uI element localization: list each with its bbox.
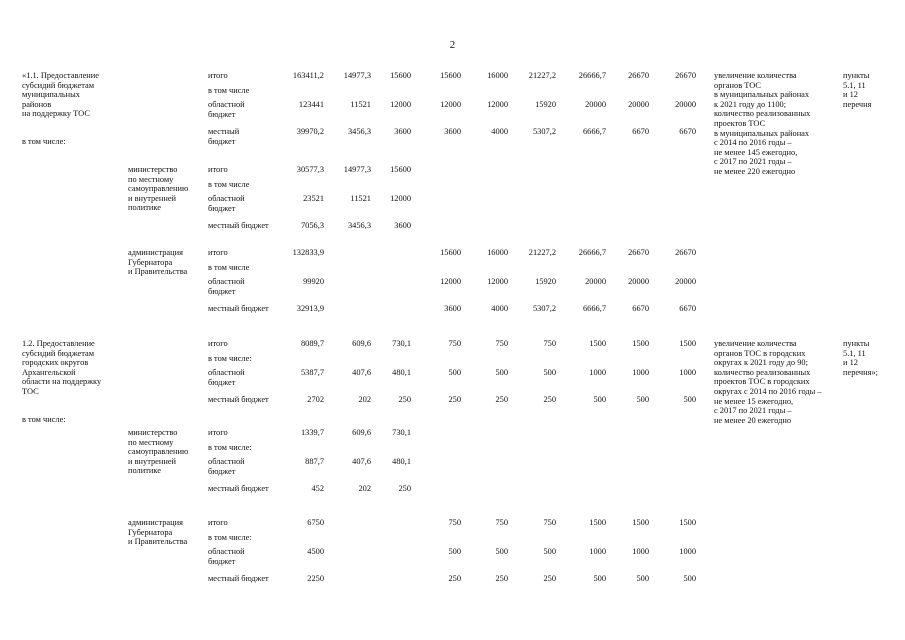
amount-cell: 4000 [491, 304, 508, 313]
amount-cell: 4000 [491, 127, 508, 136]
amount-cell: 500 [636, 395, 649, 404]
list-reference: и 12 [843, 358, 858, 368]
amount-cell: 16000 [487, 248, 508, 257]
amount-cell: 26670 [675, 71, 696, 80]
target-indicator: увеличение количества [714, 71, 797, 80]
amount-cell: 500 [683, 395, 696, 404]
target-indicator: с 2017 по 2021 годы – [714, 406, 792, 416]
amount-cell: 1500 [679, 339, 696, 348]
amount-cell: 1339,7 [300, 428, 324, 437]
amount-cell: 6750 [307, 518, 324, 527]
target-indicator: к 2021 году до 1100; [714, 99, 787, 109]
amount-cell: 6666,7 [582, 304, 606, 313]
amount-cell: 202 [358, 395, 371, 404]
funding-source-label: областной [208, 457, 245, 466]
amount-cell: 1000 [632, 547, 649, 556]
amount-cell: 730,1 [392, 339, 411, 348]
amount-cell: 500 [543, 547, 556, 556]
amount-cell: 250 [448, 574, 461, 583]
executor-name: и Правительства [128, 537, 188, 547]
funding-source-label: областной [208, 100, 245, 109]
funding-source-label: бюджет [208, 466, 236, 476]
list-reference: 5.1, 11 [843, 80, 866, 90]
amount-cell: 8089,7 [300, 339, 324, 348]
amount-cell: 12000 [487, 277, 508, 286]
measure-title: ТОС [22, 387, 39, 396]
amount-cell: 21227,2 [528, 248, 556, 257]
funding-source-label: итого [208, 165, 228, 174]
amount-cell: 500 [593, 395, 606, 404]
funding-source-label: итого [208, 248, 228, 257]
amount-cell: 1000 [632, 368, 649, 377]
funding-source-label: итого [208, 428, 228, 437]
target-indicator: проектов ТОС [714, 119, 766, 128]
amount-cell: 3600 [394, 221, 411, 230]
amount-cell: 3456,3 [347, 127, 371, 136]
amount-cell: 32913,9 [296, 304, 324, 313]
funding-source-label: местный бюджет [208, 221, 269, 230]
amount-cell: 2702 [307, 395, 324, 404]
amount-cell: 750 [543, 518, 556, 527]
amount-cell: 3456,3 [347, 221, 371, 230]
amount-cell: 250 [495, 574, 508, 583]
amount-cell: 11521 [350, 100, 371, 109]
amount-cell: 99920 [303, 277, 324, 286]
amount-cell: 3600 [444, 304, 461, 313]
amount-cell: 407,6 [352, 368, 371, 377]
funding-source-label: в том числе: [208, 443, 252, 452]
page-number: 2 [449, 39, 456, 51]
amount-cell: 250 [398, 395, 411, 404]
amount-cell: 5387,7 [300, 368, 324, 377]
amount-cell: 500 [495, 547, 508, 556]
target-indicator: органов ТОС [714, 80, 761, 90]
amount-cell: 730,1 [392, 428, 411, 437]
funding-source-label: местный бюджет [208, 304, 269, 313]
executor-name: и внутренней [128, 193, 177, 203]
amount-cell: 202 [358, 484, 371, 493]
funding-source-label: областной [208, 547, 245, 556]
amount-cell: 887,7 [305, 457, 324, 466]
amount-cell: 20000 [675, 100, 696, 109]
amount-cell: 1000 [589, 547, 606, 556]
amount-cell: 1500 [632, 339, 649, 348]
amount-cell: 7056,3 [300, 221, 324, 230]
amount-cell: 123441 [298, 100, 324, 109]
amount-cell: 750 [543, 339, 556, 348]
executor-name: по местному [128, 437, 174, 447]
amount-cell: 4500 [307, 547, 324, 556]
amount-cell: 407,6 [352, 457, 371, 466]
funding-source-label: в том числе [208, 263, 250, 272]
amount-cell: 609,6 [352, 428, 371, 437]
amount-cell: 750 [495, 339, 508, 348]
list-reference: перечня [843, 99, 872, 109]
executor-name: Губернатора [128, 257, 173, 267]
amount-cell: 1500 [679, 518, 696, 527]
amount-cell: 20000 [585, 277, 606, 286]
amount-cell: 21227,2 [528, 71, 556, 80]
target-indicator: с 2014 по 2016 годы – [714, 138, 792, 148]
target-indicator: не менее 220 ежегодно [714, 167, 796, 176]
amount-cell: 20000 [628, 100, 649, 109]
measure-title: муниципальных [22, 90, 80, 100]
amount-cell: 15920 [535, 100, 556, 109]
amount-cell: 1500 [589, 339, 606, 348]
amount-cell: 12000 [440, 277, 461, 286]
amount-cell: 750 [448, 339, 461, 348]
amount-cell: 500 [683, 574, 696, 583]
target-indicator: в муниципальных районах [714, 90, 810, 100]
amount-cell: 250 [543, 395, 556, 404]
amount-cell: 26670 [628, 248, 649, 257]
amount-cell: 6670 [679, 304, 696, 313]
amount-cell: 452 [311, 484, 324, 493]
amount-cell: 15920 [535, 277, 556, 286]
measure-title: субсидий бюджетам [22, 348, 94, 358]
measure-title: Архангельской [22, 367, 76, 377]
funding-source-label: в том числе [208, 180, 250, 189]
amount-cell: 15600 [440, 71, 461, 80]
amount-cell: 500 [448, 368, 461, 377]
amount-cell: 6670 [679, 127, 696, 136]
amount-cell: 2250 [307, 574, 324, 583]
executor-name: самоуправлению [128, 184, 189, 194]
executor-name: министерство [128, 428, 178, 437]
executor-name: и Правительства [128, 267, 188, 277]
executor-name: администрация [128, 518, 183, 527]
funding-source-label: бюджет [208, 377, 236, 387]
executor-name: и внутренней [128, 456, 177, 466]
amount-cell: 250 [398, 484, 411, 493]
list-reference: 5.1, 11 [843, 348, 866, 358]
funding-source-label: итого [208, 71, 228, 80]
amount-cell: 26670 [675, 248, 696, 257]
funding-source-label: бюджет [208, 556, 236, 566]
measure-title: субсидий бюджетам [22, 80, 94, 90]
amount-cell: 39970,2 [296, 127, 324, 136]
measure-title: городских округов [22, 358, 89, 368]
amount-cell: 250 [495, 395, 508, 404]
amount-cell: 23521 [303, 194, 324, 203]
including-label: в том числе: [22, 415, 66, 424]
target-indicator: округах с 2014 по 2016 годы – [714, 387, 822, 396]
amount-cell: 500 [448, 547, 461, 556]
target-indicator: с 2017 по 2021 годы – [714, 157, 792, 167]
target-indicator: не менее 20 ежегодно [714, 415, 792, 425]
measure-title: районов [22, 99, 52, 109]
amount-cell: 6670 [632, 127, 649, 136]
amount-cell: 16000 [487, 71, 508, 80]
funding-source-label: местный бюджет [208, 484, 269, 493]
measure-title: «1.1. Предоставление [22, 71, 99, 80]
amount-cell: 1500 [632, 518, 649, 527]
amount-cell: 132833,9 [292, 248, 324, 257]
amount-cell: 750 [448, 518, 461, 527]
executor-name: Губернатора [128, 527, 173, 537]
amount-cell: 14977,3 [343, 165, 371, 174]
funding-source-label: итого [208, 339, 228, 348]
funding-source-label: бюджет [208, 136, 236, 146]
funding-source-label: местный [208, 127, 240, 136]
amount-cell: 5307,2 [532, 127, 556, 136]
target-indicator: проектов ТОС в городских [714, 377, 810, 387]
funding-source-label: итого [208, 518, 228, 527]
amount-cell: 15600 [390, 71, 411, 80]
amount-cell: 250 [448, 395, 461, 404]
amount-cell: 163411,2 [292, 71, 324, 80]
funding-source-label: бюджет [208, 286, 236, 296]
amount-cell: 1000 [679, 368, 696, 377]
amount-cell: 12000 [440, 100, 461, 109]
amount-cell: 1500 [589, 518, 606, 527]
target-indicator: количество реализованных [714, 109, 811, 119]
amount-cell: 609,6 [352, 339, 371, 348]
amount-cell: 5307,2 [532, 304, 556, 313]
target-indicator: количество реализованных [714, 367, 811, 377]
amount-cell: 480,1 [392, 457, 411, 466]
target-indicator: не менее 145 ежегодно, [714, 147, 798, 157]
amount-cell: 11521 [350, 194, 371, 203]
funding-source-label: в том числе: [208, 533, 252, 542]
amount-cell: 30577,3 [296, 165, 324, 174]
measure-title: 1.2. Предоставление [22, 339, 95, 348]
amount-cell: 15600 [440, 248, 461, 257]
executor-name: самоуправлению [128, 447, 189, 457]
funding-source-label: областной [208, 277, 245, 286]
target-indicator: в муниципальных районах [714, 128, 810, 138]
funding-source-label: областной [208, 368, 245, 377]
amount-cell: 26666,7 [578, 71, 606, 80]
amount-cell: 20000 [628, 277, 649, 286]
amount-cell: 750 [495, 518, 508, 527]
list-reference: пункты [843, 339, 870, 348]
amount-cell: 1000 [589, 368, 606, 377]
list-reference: перечня»; [843, 367, 878, 377]
executor-name: политике [128, 203, 161, 213]
amount-cell: 1000 [679, 547, 696, 556]
funding-source-label: областной [208, 194, 245, 203]
amount-cell: 12000 [390, 194, 411, 203]
measure-title: области на поддержку [22, 377, 102, 387]
amount-cell: 3600 [394, 127, 411, 136]
amount-cell: 26666,7 [578, 248, 606, 257]
amount-cell: 20000 [585, 100, 606, 109]
executor-name: министерство [128, 165, 178, 174]
funding-source-label: бюджет [208, 109, 236, 119]
amount-cell: 15600 [390, 165, 411, 174]
funding-source-label: бюджет [208, 203, 236, 213]
amount-cell: 14977,3 [343, 71, 371, 80]
funding-source-label: местный бюджет [208, 395, 269, 404]
amount-cell: 20000 [675, 277, 696, 286]
target-indicator: органов ТОС в городских [714, 348, 806, 358]
amount-cell: 500 [543, 368, 556, 377]
amount-cell: 500 [593, 574, 606, 583]
including-label: в том числе: [22, 137, 66, 146]
funding-source-label: в том числе [208, 86, 250, 95]
funding-source-label: в том числе: [208, 354, 252, 363]
amount-cell: 250 [543, 574, 556, 583]
amount-cell: 3600 [444, 127, 461, 136]
measure-title: на поддержку ТОС [22, 109, 90, 119]
amount-cell: 480,1 [392, 368, 411, 377]
list-reference: пункты [843, 71, 870, 80]
executor-name: администрация [128, 248, 183, 257]
amount-cell: 500 [636, 574, 649, 583]
amount-cell: 500 [495, 368, 508, 377]
target-indicator: не менее 15 ежегодно, [714, 396, 794, 406]
list-reference: и 12 [843, 90, 858, 100]
amount-cell: 6666,7 [582, 127, 606, 136]
target-indicator: округах к 2021 году до 90; [714, 358, 808, 368]
funding-source-label: местный бюджет [208, 574, 269, 583]
amount-cell: 12000 [390, 100, 411, 109]
amount-cell: 26670 [628, 71, 649, 80]
executor-name: политике [128, 466, 161, 476]
executor-name: по местному [128, 174, 174, 184]
target-indicator: увеличение количества [714, 339, 797, 348]
amount-cell: 6670 [632, 304, 649, 313]
amount-cell: 12000 [487, 100, 508, 109]
